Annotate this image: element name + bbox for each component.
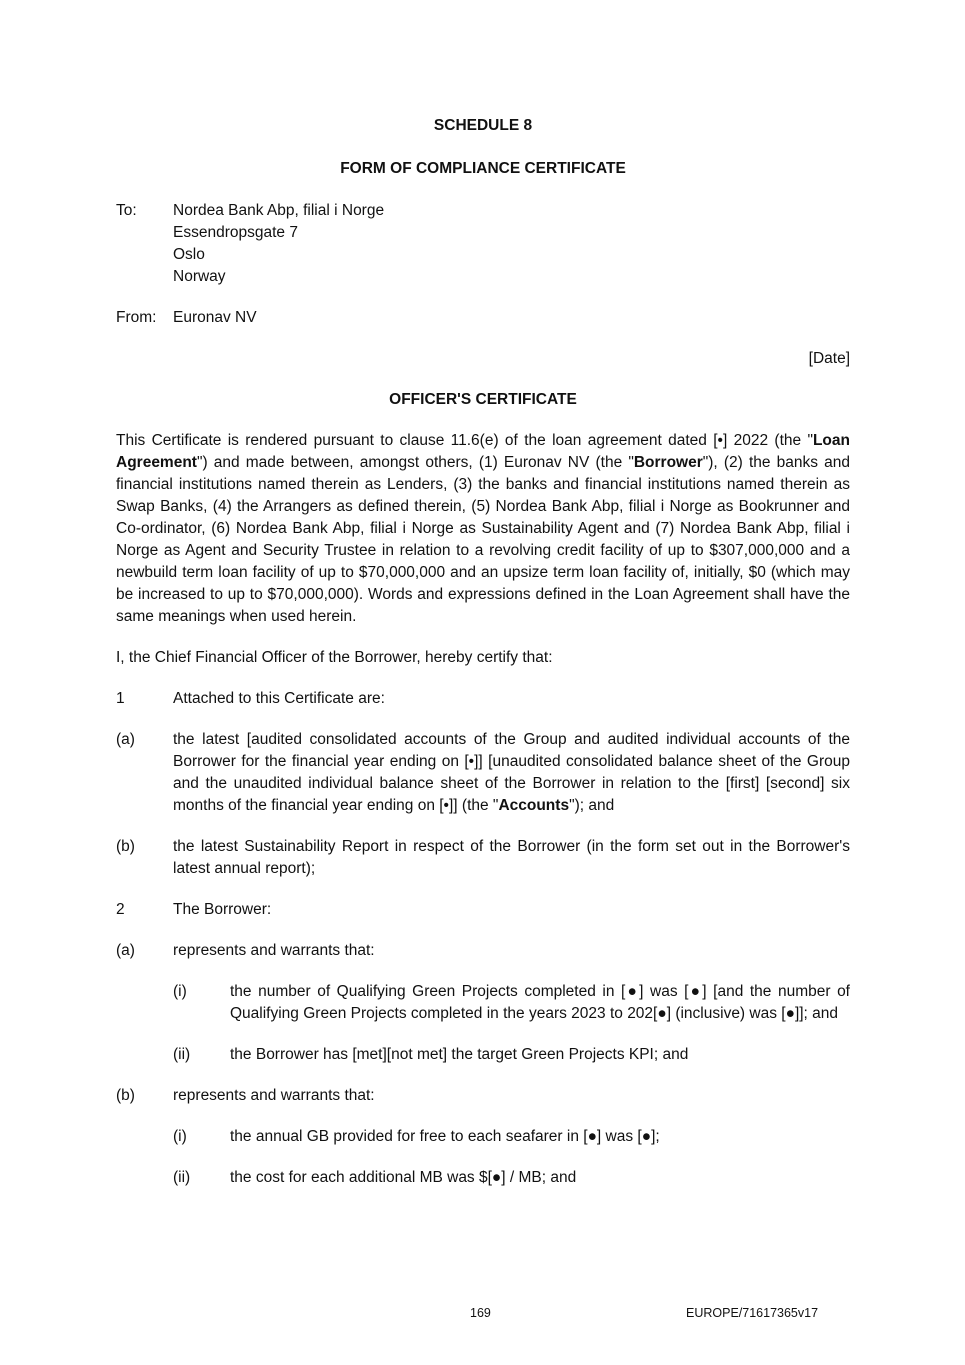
item-number: (ii) [173, 1169, 191, 1186]
address-line: Oslo [173, 246, 205, 263]
item-text-part: the latest [audited consolidated accounts of the Group and audited individual accounts of the Borrower for the financial year ending on [•]] [unaudited consolidated balance sheet of the Group and the unaudited individual balance sheet of the Borrower in relation to the [first] [second] six months of the financial year ending on [•]] (the " [173, 731, 850, 814]
item-number: (i) [173, 983, 187, 1000]
item-number: 2 [116, 901, 125, 918]
date-placeholder: [Date] [808, 350, 850, 367]
item-2a-i [116, 981, 850, 1025]
item-text-part: "); and [569, 797, 615, 814]
defined-term-accounts: Accounts [498, 797, 570, 814]
item-text: the cost for each additional MB was $[●] / MB; and [230, 1169, 577, 1186]
certify-paragraph: I, the Chief Financial Officer of the Borrower, hereby certify that: [116, 649, 553, 666]
form-title: FORM OF COMPLIANCE CERTIFICATE [340, 160, 626, 177]
item-number: (a) [116, 942, 135, 959]
intro-text: ") and made between, amongst others, (1) Euronav NV (the " [196, 454, 634, 471]
document-reference: EUROPE/71617365v17 [686, 1306, 819, 1320]
to-address-block [116, 200, 850, 288]
item-text: The Borrower: [173, 901, 272, 918]
item-1b [116, 836, 850, 880]
defined-term-borrower: Borrower [633, 454, 703, 471]
item-2 [116, 899, 850, 921]
item-2b-ii [116, 1167, 850, 1189]
item-text: the annual GB provided for free to each seafarer in [●] was [●]; [230, 1128, 660, 1145]
defined-term-loan-agreement: Loan Agreement [116, 432, 850, 471]
to-address-lines [173, 200, 384, 288]
item-number: 1 [116, 690, 125, 707]
item-number: (a) [116, 731, 135, 748]
address-line: Nordea Bank Abp, filial i Norge [173, 202, 385, 219]
item-1a [116, 729, 850, 817]
item-text: represents and warrants that: [173, 1087, 375, 1104]
item-number: (b) [116, 838, 135, 855]
item-text [173, 729, 850, 817]
intro-paragraph [116, 430, 850, 628]
item-text: the latest Sustainability Report in respect of the Borrower (in the form set out in the Borrower's latest annual report); [173, 838, 850, 877]
to-label: To: [116, 202, 137, 219]
from-block [116, 307, 850, 329]
officer-certificate-title: OFFICER'S CERTIFICATE [389, 391, 577, 408]
item-text: the Borrower has [met][not met] the target Green Projects KPI; and [230, 1046, 689, 1063]
item-2a [116, 940, 850, 962]
address-line: Norway [173, 268, 226, 285]
page-number: 169 [470, 1306, 491, 1320]
address-line: Essendropsgate 7 [173, 224, 298, 241]
item-text: the number of Qualifying Green Projects completed in [●] was [●] [and the number of Qualifying Green Projects completed in the years 2023 to 202[●] (inclusive) was [●]]; and [230, 983, 850, 1022]
item-number: (ii) [173, 1046, 191, 1063]
item-number: (i) [173, 1128, 187, 1145]
page-content [116, 115, 850, 1189]
item-2b [116, 1085, 850, 1107]
intro-text: "), (2) the banks and financial institutions named therein as Lenders, (3) the banks and financial institutions named therein as Swap Banks, (4) the Arrangers as defined therein, (5) Nordea Bank Abp, filial i Norge as Bookrunner and Co-ordinator, (6) Nordea Bank Abp, filial i Norge as Sustainability Agent and (7) Nordea Bank Abp, filial i Norge as Agent and Security Trustee in relation to a revolving credit facility of up to $307,000,000 and a newbuild term loan facility of up to $70,000,000 and an upsize term loan facility of, initially, $0 (which may be increased to up to $70,000,000). Words and expressions defined in the Loan Agreement shall have the same meanings when used herein. [116, 454, 850, 625]
item-text: Attached to this Certificate are: [173, 690, 385, 707]
intro-text: This Certificate is rendered pursuant to clause 11.6(e) of the loan agreement dated [•] 2022 (the " [116, 432, 813, 449]
from-label: From: [116, 309, 157, 326]
item-2a-ii [116, 1044, 850, 1066]
schedule-heading: SCHEDULE 8 [433, 117, 533, 134]
from-value: Euronav NV [173, 309, 257, 326]
item-number: (b) [116, 1087, 135, 1104]
item-1 [116, 688, 850, 710]
item-2b-i [116, 1126, 850, 1148]
item-text: represents and warrants that: [173, 942, 375, 959]
